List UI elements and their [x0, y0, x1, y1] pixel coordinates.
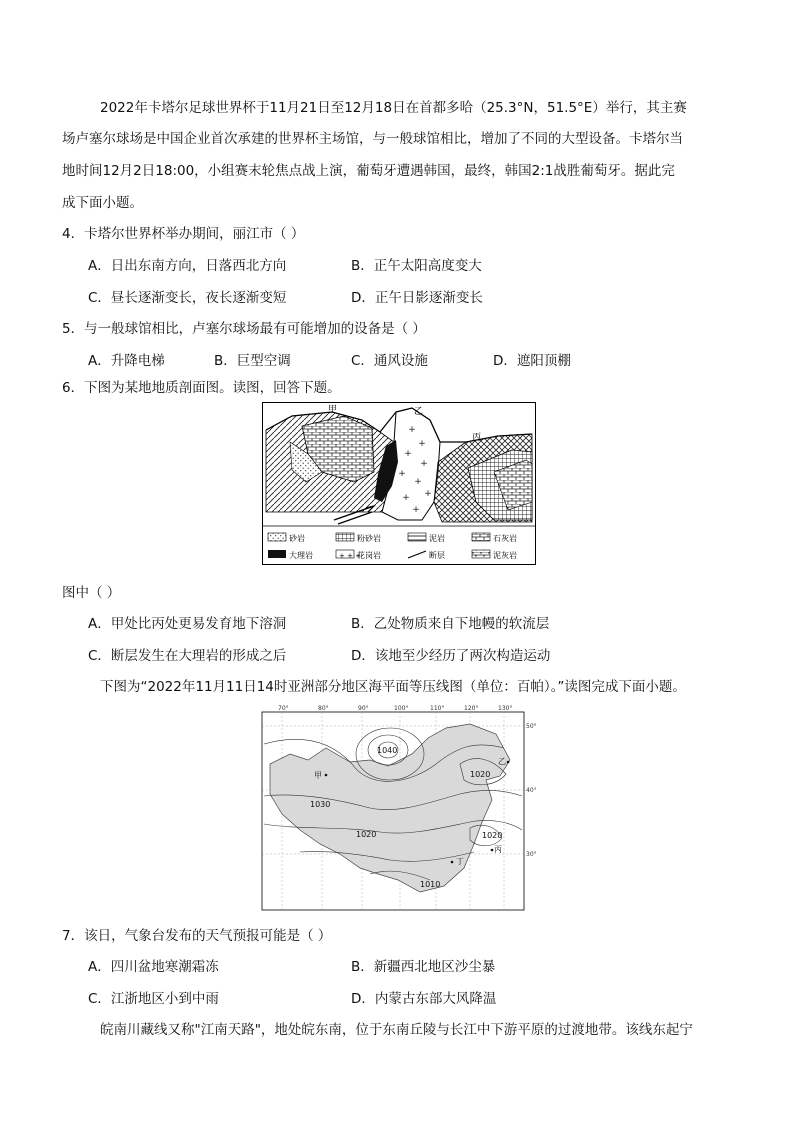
- intro1-line-3: 地时间12月2日18:00，小组赛末轮焦点战上演，葡萄牙遭遇韩国，最终，韩国2:1战胜葡萄牙。据此完: [62, 163, 675, 179]
- svg-text:40°: 40°: [526, 787, 537, 794]
- svg-text:80°: 80°: [318, 705, 329, 712]
- svg-text:+: +: [408, 425, 416, 435]
- q5-option-b: B．巨型空调: [214, 353, 291, 369]
- svg-text:+: +: [420, 459, 428, 469]
- legend-limestone: 石灰岩: [493, 534, 517, 543]
- q7-stem: 7．该日，气象台发布的天气预报可能是（ ）: [62, 928, 332, 944]
- svg-text:+: +: [404, 449, 412, 459]
- q5-option-d: D．遮阳顶棚: [493, 353, 571, 369]
- svg-text:100°: 100°: [394, 705, 409, 712]
- svg-text:130°: 130°: [498, 705, 513, 712]
- svg-text:1020: 1020: [356, 830, 377, 839]
- svg-text:1020: 1020: [482, 831, 503, 840]
- svg-text:+: +: [402, 493, 410, 503]
- label-jia: 甲: [328, 405, 338, 415]
- intro2-line: 下图为“2022年11月11日14时亚洲部分地区海平面等压线图（单位：百帕）。”读图完成下面小题。: [100, 679, 686, 695]
- svg-text:1040: 1040: [377, 746, 398, 755]
- q5-option-a: A．升降电梯: [88, 353, 165, 369]
- svg-text:+: +: [414, 477, 422, 487]
- svg-text:50°: 50°: [526, 723, 537, 730]
- legend-marble: 大理岩: [289, 551, 313, 560]
- q7-option-d: D．内蒙古东部大风降温: [351, 991, 497, 1007]
- svg-text:110°: 110°: [430, 705, 445, 712]
- isobar-map-figure: [260, 704, 540, 914]
- legend-mudstone: 泥岩: [429, 534, 445, 543]
- svg-text:120°: 120°: [464, 705, 479, 712]
- q6-sub-stem: 图中（ ）: [62, 585, 121, 601]
- svg-text:+: +: [398, 469, 406, 479]
- label-yi: 乙: [414, 407, 424, 417]
- q4-stem: 4．卡塔尔世界杯举办期间，丽江市（ ）: [62, 226, 305, 242]
- q6-stem: 6．下图为某地地质剖面图。读图，回答下题。: [62, 380, 341, 396]
- q6-option-a: A．甲处比丙处更易发育地下溶洞: [88, 616, 287, 632]
- label-bing: 丙: [472, 433, 482, 443]
- svg-text:90°: 90°: [358, 705, 369, 712]
- svg-text:30°: 30°: [526, 851, 537, 858]
- legend-marl: 泥灰岩: [493, 551, 517, 560]
- q7-option-a: A．四川盆地寒潮霜冻: [88, 959, 219, 975]
- q6-option-d: D．该地至少经历了两次构造运动: [351, 648, 551, 664]
- q7-option-b: B．新疆西北地区沙尘暴: [351, 959, 496, 975]
- point-yi: 乙: [498, 757, 506, 766]
- q6-option-b: B．乙处物质来自下地幔的软流层: [351, 616, 550, 632]
- q4-option-d: D．正午日影逐渐变长: [351, 290, 483, 306]
- q6-option-c: C．断层发生在大理岩的形成之后: [88, 648, 287, 664]
- legend-siltstone: 粉砂岩: [357, 534, 381, 543]
- svg-text:+: +: [424, 489, 432, 499]
- svg-text:+ + +: + + +: [339, 552, 362, 560]
- intro1-line-1: 2022年卡塔尔足球世界杯于11月21日至12月18日在首都多哈（25.3°N，51.5°E）举行，其主赛: [100, 100, 687, 116]
- intro1-line-4: 成下面小题。: [62, 195, 143, 211]
- svg-text:1020: 1020: [470, 770, 491, 779]
- q4-option-a: A．日出东南方向，日落西北方向: [88, 258, 287, 274]
- q4-option-b: B．正午太阳高度变大: [351, 258, 482, 274]
- point-jia: 甲: [314, 771, 322, 780]
- legend-fault: 断层: [429, 551, 445, 560]
- svg-text:+: +: [412, 505, 420, 515]
- q5-option-c: C．通风设施: [351, 353, 428, 369]
- intro3-line: 皖南川藏线又称"江南天路"，地处皖东南，位于东南丘陵与长江中下游平原的过渡地带。该线东起宁: [100, 1022, 693, 1038]
- q5-stem: 5．与一般球馆相比，卢塞尔球场最有可能增加的设备是（ ）: [62, 321, 426, 337]
- q7-option-c: C．江浙地区小到中雨: [88, 991, 219, 1007]
- legend-sandstone: 砂岩: [289, 534, 305, 543]
- intro1-line-2: 场卢塞尔球场是中国企业首次承建的世界杯主场馆，与一般球馆相比，增加了不同的大型设备。卡塔尔当: [62, 131, 683, 147]
- svg-text:+: +: [418, 439, 426, 449]
- point-ding: 丁: [456, 857, 464, 866]
- geologic-section-figure: [262, 402, 536, 565]
- svg-text:70°: 70°: [278, 705, 289, 712]
- point-bing: 丙: [494, 845, 502, 854]
- svg-text:1030: 1030: [310, 800, 331, 809]
- legend-granite: 花岗岩: [357, 551, 381, 560]
- q4-option-c: C．昼长逐渐变长，夜长逐渐变短: [88, 290, 287, 306]
- svg-text:1010: 1010: [420, 880, 441, 889]
